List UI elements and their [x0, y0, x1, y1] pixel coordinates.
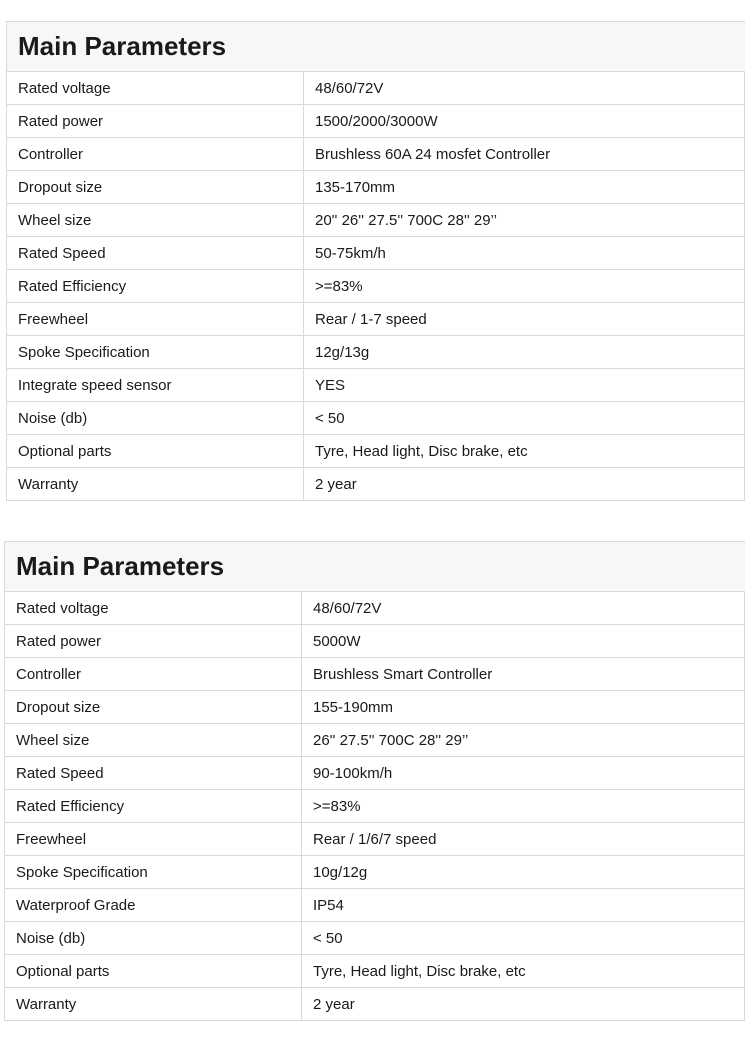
table-row — [5, 889, 745, 922]
table-row — [7, 204, 745, 237]
table-title: Main Parameters — [5, 542, 745, 592]
row-value: 12g/13g — [304, 336, 745, 369]
row-label: Warranty — [7, 468, 304, 501]
row-label: Rated Speed — [7, 237, 304, 270]
row-label: Noise (db) — [5, 922, 302, 955]
table-row — [5, 658, 745, 691]
row-value: 2 year — [302, 988, 745, 1021]
row-label: Freewheel — [7, 303, 304, 336]
row-label: Rated Speed — [5, 757, 302, 790]
row-label: Waterproof Grade — [5, 889, 302, 922]
table-row — [5, 691, 745, 724]
table-row — [7, 468, 745, 501]
row-label: Dropout size — [5, 691, 302, 724]
row-value: Rear / 1/6/7 speed — [302, 823, 745, 856]
row-value: < 50 — [304, 402, 745, 435]
row-label: Rated voltage — [7, 72, 304, 105]
row-label: Freewheel — [5, 823, 302, 856]
table-row — [7, 303, 745, 336]
row-label: Warranty — [5, 988, 302, 1021]
row-value: >=83% — [302, 790, 745, 823]
row-label: Rated Efficiency — [7, 270, 304, 303]
row-label: Rated power — [7, 105, 304, 138]
row-value: 5000W — [302, 625, 745, 658]
table-row — [7, 336, 745, 369]
table-row — [5, 856, 745, 889]
row-value: 48/60/72V — [302, 592, 745, 625]
table-row — [5, 988, 745, 1021]
table-row — [7, 237, 745, 270]
table-title-row — [7, 22, 745, 72]
spec-table-2 — [4, 541, 745, 1021]
table-row — [7, 270, 745, 303]
table-row — [7, 105, 745, 138]
row-value: 135-170mm — [304, 171, 745, 204]
row-label: Optional parts — [7, 435, 304, 468]
row-value: 10g/12g — [302, 856, 745, 889]
table-title: Main Parameters — [7, 22, 745, 72]
table-row — [5, 790, 745, 823]
row-label: Noise (db) — [7, 402, 304, 435]
row-value: 155-190mm — [302, 691, 745, 724]
row-value: 2 year — [304, 468, 745, 501]
row-value: Brushless 60A 24 mosfet Controller — [304, 138, 745, 171]
row-value: IP54 — [302, 889, 745, 922]
row-label: Dropout size — [7, 171, 304, 204]
table-row — [5, 757, 745, 790]
row-label: Wheel size — [7, 204, 304, 237]
table-row — [5, 955, 745, 988]
table-row — [7, 138, 745, 171]
row-value: 1500/2000/3000W — [304, 105, 745, 138]
table-row — [7, 402, 745, 435]
table-row — [7, 435, 745, 468]
row-label: Rated power — [5, 625, 302, 658]
row-value: Tyre, Head light, Disc brake, etc — [302, 955, 745, 988]
row-label: Spoke Specification — [7, 336, 304, 369]
row-label: Rated Efficiency — [5, 790, 302, 823]
row-value: < 50 — [302, 922, 745, 955]
spec-table-1 — [6, 21, 745, 501]
row-value: 90-100km/h — [302, 757, 745, 790]
row-value: Tyre, Head light, Disc brake, etc — [304, 435, 745, 468]
row-label: Optional parts — [5, 955, 302, 988]
row-label: Controller — [7, 138, 304, 171]
row-value: 20'' 26'' 27.5'' 700C 28'' 29’’ — [304, 204, 745, 237]
row-label: Controller — [5, 658, 302, 691]
table-row — [5, 724, 745, 757]
table-row — [7, 171, 745, 204]
row-value: Rear / 1-7 speed — [304, 303, 745, 336]
table-row — [5, 922, 745, 955]
row-label: Rated voltage — [5, 592, 302, 625]
row-value: 50-75km/h — [304, 237, 745, 270]
row-label: Wheel size — [5, 724, 302, 757]
row-value: YES — [304, 369, 745, 402]
row-value: Brushless Smart Controller — [302, 658, 745, 691]
row-value: 48/60/72V — [304, 72, 745, 105]
row-label: Integrate speed sensor — [7, 369, 304, 402]
table-row — [5, 823, 745, 856]
row-label: Spoke Specification — [5, 856, 302, 889]
table-title-row — [5, 542, 745, 592]
row-value: 26'' 27.5'' 700C 28'' 29’’ — [302, 724, 745, 757]
row-value: >=83% — [304, 270, 745, 303]
table-row — [7, 369, 745, 402]
table-row — [7, 72, 745, 105]
table-row — [5, 592, 745, 625]
table-row — [5, 625, 745, 658]
